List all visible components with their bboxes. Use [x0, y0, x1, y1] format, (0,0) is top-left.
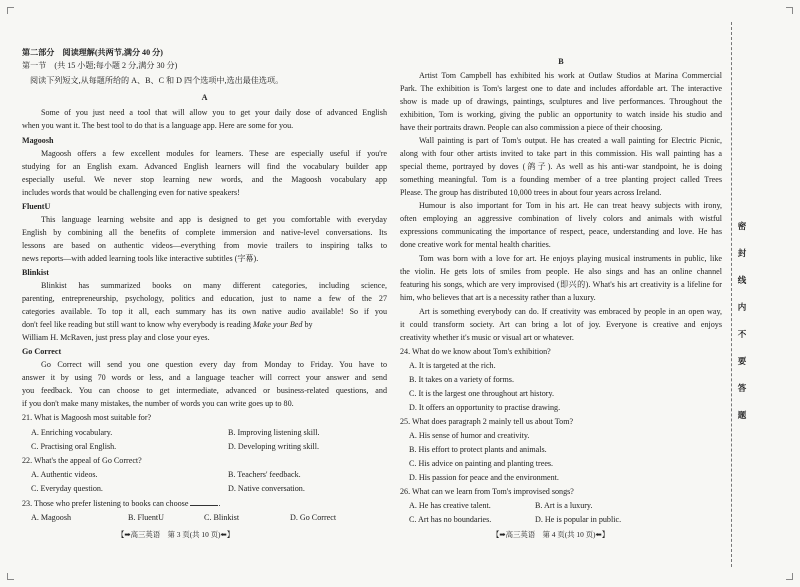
corner-mark	[7, 573, 14, 580]
option-24b[interactable]: B. It takes on a variety of forms.	[409, 375, 514, 384]
margin-note-char: 答	[737, 383, 747, 393]
passage-line: Art is something everybody can do. If creativity was embraced by people in an open way,	[419, 307, 722, 316]
margin-note-char: 线	[737, 275, 747, 285]
margin-note-char: 要	[737, 356, 747, 366]
option-24c[interactable]: C. It is the largest one throughout art history.	[409, 389, 554, 398]
margin-note-char: 封	[737, 248, 747, 258]
app-text-segment: don't feel like reading but still want to know why everybody is reading	[22, 320, 253, 329]
option-21b[interactable]: B. Improving listening skill.	[228, 428, 320, 437]
app-text-line: categories available. To top it all, each summary has its own native audio available! So if you	[22, 307, 387, 316]
option-24d[interactable]: D. It offers an opportunity to practise drawing.	[409, 403, 561, 412]
option-21a[interactable]: A. Enriching vocabulary.	[31, 428, 113, 437]
left-page	[22, 0, 387, 587]
option-21c[interactable]: C. Practising oral English.	[31, 442, 117, 451]
margin-note-char: 内	[737, 302, 747, 312]
question-23-text: 23. Those who prefer listening to books can choose	[22, 499, 189, 508]
passage-line: Humour is also important for Tom in his art. He can treat heavy subjects with irony,	[419, 201, 722, 210]
question-23-stem	[22, 498, 220, 509]
passage-line: featuring his songs, which are very improvised (即兴的). What's his art creativity is a lifeline for	[400, 280, 722, 289]
app-heading-go-correct: Go Correct	[22, 347, 62, 356]
app-text-line: Go Correct will send you one question every day from Monday to Friday. You have to	[41, 360, 387, 369]
option-24a[interactable]: A. It is targeted at the rich.	[409, 361, 496, 370]
app-text-segment: by	[302, 320, 313, 329]
passage-line: Please. The group has distributed 10,000 trees in about four years across Ireland.	[400, 188, 662, 197]
option-26a[interactable]: A. He has creative talent.	[409, 501, 491, 510]
app-heading-fluentu: FluentU	[22, 202, 51, 211]
corner-mark	[786, 573, 793, 580]
passage-line: exhibition, Tom is working, giving the public an opportunity to watch inside his studio and	[400, 110, 722, 119]
app-text-line: lessons are based on authentic videos—everything from movie trailers to inspiring talks to	[22, 241, 387, 250]
question-25-stem: 25. What does paragraph 2 mainly tell us about Tom?	[400, 417, 574, 426]
app-text-line: William H. McRaven, just press play and close your eyes.	[22, 333, 210, 342]
corner-mark	[7, 7, 14, 14]
passage-line: often employing an aggressive combination of lively colors and animals with wistful	[400, 214, 722, 223]
page-footer: 【➡高三英语 第 3 页(共 10 页)⬅】	[117, 530, 235, 539]
app-text-line: includes words that would be challenging even for native speakers!	[22, 188, 240, 197]
book-title: Make your Bed	[252, 320, 303, 329]
option-25c[interactable]: C. His advice on painting and planting trees.	[409, 459, 554, 468]
passage-line: Park. The exhibition is Tom's largest one to date and includes affordable art. The interactive	[400, 84, 722, 93]
passage-line: special theme, portrayed by doves (鸽子). As well as his anti-war standpoint, he is doing	[400, 162, 722, 171]
option-22b[interactable]: B. Teachers' feedback.	[228, 470, 301, 479]
question-23-end: .	[218, 499, 221, 508]
part-header: 第二部分 阅读理解(共两节,满分 40 分)	[22, 48, 163, 57]
option-23a[interactable]: A. Magoosh	[31, 513, 72, 522]
option-26c[interactable]: C. Art has no boundaries.	[409, 515, 492, 524]
option-22a[interactable]: A. Authentic videos.	[31, 470, 98, 479]
option-22c[interactable]: C. Everyday question.	[31, 484, 103, 493]
binding-line	[731, 22, 732, 567]
option-26b[interactable]: B. Art is a luxury.	[535, 501, 593, 510]
app-text-line: This language learning website and app is designed to get you comfortable with everyday	[41, 215, 387, 224]
option-21d[interactable]: D. Developing writing skill.	[228, 442, 320, 451]
app-text-line: news reports—with added learning tools like interactive subtitles (字幕).	[22, 254, 259, 263]
answer-blank	[190, 498, 221, 508]
passage-line: creativity whether it's music or visual art or whatever.	[400, 333, 574, 342]
right-page	[400, 0, 722, 587]
app-heading-blinkist: Blinkist	[22, 268, 49, 277]
question-24-stem: 24. What do we know about Tom's exhibition?	[400, 347, 551, 356]
margin-note-char: 不	[737, 329, 747, 339]
app-text-line: if you don't make many mistakes, the number of words you can write goes up to 80.	[22, 399, 294, 408]
passage-line: along with four other artists invited to take part in this commission. His wall painting has a	[400, 149, 722, 158]
passage-line: something meaningful. Tom is a founding member of a tree planting project called Trees	[400, 175, 722, 184]
passage-line: Artist Tom Campbell has exhibited his work at Outlaw Studios at Marina Commercial	[419, 71, 722, 80]
passage-line: him, who believes that art is a necessity rather than a luxury.	[400, 293, 596, 302]
passage-line: done creative work for mental health charities.	[400, 240, 551, 249]
passage-line: Wall painting is part of Tom's output. He has created a wall painting for Electric Picnic,	[419, 136, 722, 145]
app-text-line: especially useful. We never stop learning new words, and the Magoosh vocabulary app	[22, 175, 387, 184]
question-22-stem: 22. What's the appeal of Go Correct?	[22, 456, 142, 465]
app-text-line: English by combining all the benefits of complete immersion and native-level conversations. Its	[22, 228, 387, 237]
app-text-line: parenting, entrepreneurship, psychology, politics and education, just to name a few of the 27	[22, 294, 387, 303]
option-25b[interactable]: B. His effort to protect plants and animals.	[409, 445, 547, 454]
page-footer: 【➡高三英语 第 4 页(共 10 页)⬅】	[492, 530, 610, 539]
option-25a[interactable]: A. His sense of humor and creativity.	[409, 431, 530, 440]
question-21-stem: 21. What is Magoosh most suitable for?	[22, 413, 152, 422]
app-text-line: studying for an English exam. Advanced English learners will find the vocabulary builder app	[22, 162, 387, 171]
option-23c[interactable]: C. Blinkist	[204, 513, 240, 522]
section-header: 第一节 (共 15 小题;每小题 2 分,满分 30 分)	[22, 61, 178, 70]
passage-line: Tom was born with a love for art. He enjoys playing musical instruments in public, like	[419, 254, 722, 263]
passage-a-label: A	[201, 93, 208, 102]
app-heading-magoosh: Magoosh	[22, 136, 54, 145]
option-22d[interactable]: D. Native conversation.	[228, 484, 305, 493]
margin-note-char: 题	[737, 410, 747, 420]
margin-note-char: 密	[737, 221, 747, 231]
passage-line: show is made up of drawings, paintings, sculptures and live performances. Throughout the	[400, 97, 722, 106]
instruction: 阅读下列短文,从每题所给的 A、B、C 和 D 四个选项中,选出最佳选项。	[30, 76, 284, 85]
option-23d[interactable]: D. Go Correct	[290, 513, 337, 522]
app-text-line	[22, 320, 313, 330]
passage-line: have their portraits drawn. People can also commission a piece of their choosing.	[400, 123, 663, 132]
question-26-stem: 26. What can we learn from Tom's improvised songs?	[400, 487, 574, 496]
passage-line: expressions communicating the importance of respect, peace, understanding and love. He has	[400, 227, 722, 236]
passage-b-label: B	[558, 57, 564, 66]
app-text-line: answer it by using 70 words or less, and a language teacher will correct your answer and send	[22, 373, 387, 382]
passage-line: it could transform society. Art can bring a lot of joy. Everyone is creative and enjoys	[400, 320, 722, 329]
option-23b[interactable]: B. FluentU	[128, 513, 164, 522]
option-25d[interactable]: D. His passion for peace and the environment.	[409, 473, 559, 482]
passage-line: the violin. He gets lots of smiles from people. He also sings and has an online channel	[400, 267, 722, 276]
intro-line: when you want it. The best tool to do that is a language app. Here are some for you.	[22, 121, 294, 130]
app-text-line: Blinkist has summarized books on many different categories, including science,	[41, 281, 387, 290]
app-text-line: Magoosh offers a few excellent modules for learners. These are especially useful if you're	[41, 149, 387, 158]
intro-line: Some of you just need a tool that will allow you to get your daily dose of advanced English	[41, 108, 387, 117]
option-26d[interactable]: D. He is popular in public.	[535, 515, 622, 524]
app-text-line: you feedback. You can choose to get intermediate, advanced or business-related questions, and	[22, 386, 387, 395]
corner-mark	[786, 7, 793, 14]
